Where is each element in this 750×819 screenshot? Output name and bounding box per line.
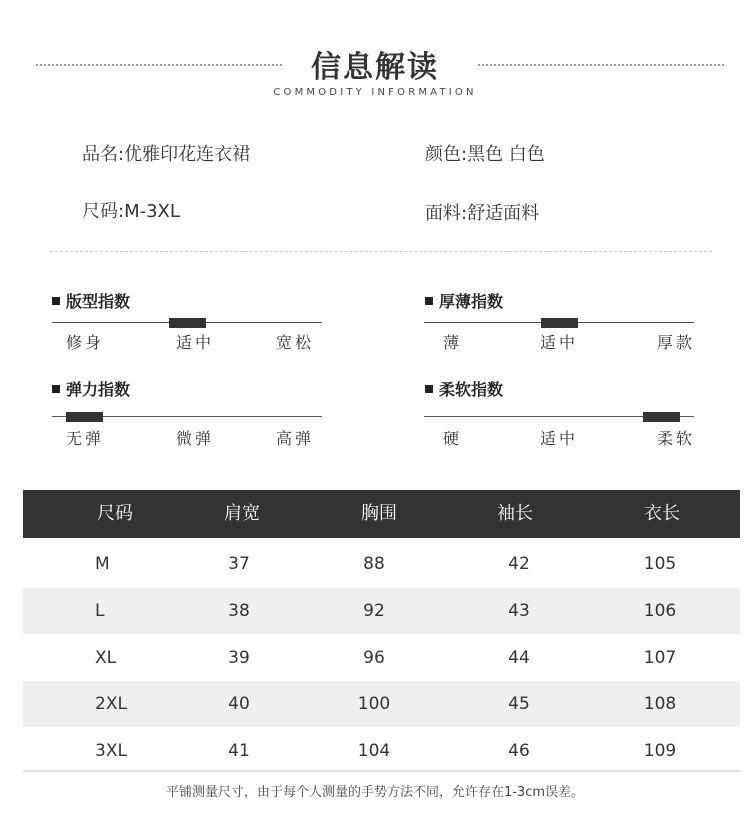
header-size: 尺码: [97, 503, 133, 524]
cell-sleeve: 46: [508, 741, 530, 761]
table-row: [23, 588, 740, 634]
size-table-header: [23, 490, 740, 538]
cell-bust: 92: [363, 601, 385, 621]
header-bust: 胸围: [361, 503, 397, 524]
bullet-square-icon: [52, 385, 60, 393]
table-bottom-divider: [23, 770, 740, 772]
index-fit-label-low: 修身: [66, 333, 105, 352]
cell-sleeve: 44: [508, 648, 530, 668]
index-fit-label-mid: 适中: [176, 333, 215, 352]
cell-length: 107: [643, 648, 677, 668]
index-elasticity-label-high: 高弹: [276, 429, 315, 448]
header-length: 衣长: [644, 503, 680, 524]
table-row: [23, 681, 740, 727]
info-size-label: 尺码:: [82, 201, 125, 222]
index-softness-marker: [643, 412, 680, 422]
cell-size: 2XL: [95, 694, 127, 714]
header-sleeve: 袖长: [497, 503, 533, 524]
cell-bust: 100: [357, 694, 391, 714]
index-fit-title: 版型指数: [52, 289, 130, 312]
cell-size: M: [95, 554, 110, 574]
index-elasticity-label-low: 无弹: [66, 429, 105, 448]
info-size: [82, 197, 180, 223]
cell-size: XL: [95, 648, 117, 668]
table-row: [23, 541, 740, 587]
info-name-label: 品名:: [82, 144, 125, 165]
info-divider: [50, 251, 712, 252]
index-elasticity-marker: [66, 412, 103, 422]
cell-bust: 88: [363, 554, 385, 574]
cell-size: 3XL: [95, 741, 127, 761]
info-color-value: 黑色 白色: [467, 144, 545, 165]
index-elasticity-title: 弹力指数: [52, 377, 130, 400]
index-thickness-label-mid: 适中: [540, 333, 579, 352]
index-softness-label-high: 柔软: [657, 429, 696, 448]
info-fabric-label: 面料:: [425, 203, 468, 224]
cell-shoulder: 41: [228, 741, 250, 761]
index-thickness-label-low: 薄: [443, 333, 463, 352]
cell-shoulder: 38: [228, 601, 250, 621]
cell-sleeve: 42: [508, 554, 530, 574]
cell-length: 108: [643, 694, 677, 714]
page-subtitle: COMMODITY INFORMATION: [273, 87, 477, 98]
info-fabric-value: 舒适面料: [467, 203, 540, 224]
cell-sleeve: 43: [508, 601, 530, 621]
info-color: [425, 140, 545, 166]
index-thickness-label-high: 厚款: [657, 333, 696, 352]
cell-length: 109: [643, 741, 677, 761]
cell-shoulder: 39: [228, 648, 250, 668]
index-fit-label-high: 宽松: [276, 333, 315, 352]
info-name-value: 优雅印花连衣裙: [124, 144, 251, 165]
cell-shoulder: 40: [228, 694, 250, 714]
cell-shoulder: 37: [228, 554, 250, 574]
page-title: 信息解读: [311, 50, 439, 85]
index-thickness-marker: [541, 318, 578, 328]
bullet-square-icon: [425, 297, 433, 305]
table-row: [23, 728, 740, 774]
index-softness-label-low: 硬: [443, 429, 463, 448]
index-softness-label-mid: 适中: [540, 429, 579, 448]
bullet-square-icon: [425, 385, 433, 393]
header-shoulder: 肩宽: [224, 503, 260, 524]
header-divider-right: [478, 64, 724, 66]
info-color-label: 颜色:: [425, 144, 468, 165]
cell-bust: 96: [363, 648, 385, 668]
cell-bust: 104: [357, 741, 391, 761]
measurement-note: 平铺测量尺寸，由于每个人测量的手势方法不同，允许存在1-3cm误差。: [165, 785, 585, 800]
table-row: [23, 635, 740, 681]
bullet-square-icon: [52, 297, 60, 305]
index-thickness-title: 厚薄指数: [425, 289, 503, 312]
info-size-value: M-3XL: [124, 201, 180, 222]
index-softness-title: 柔软指数: [425, 377, 503, 400]
index-fit-marker: [169, 318, 206, 328]
cell-size: L: [95, 601, 105, 621]
index-elasticity-label-mid: 微弹: [176, 429, 215, 448]
cell-length: 105: [643, 554, 677, 574]
info-name: [82, 140, 250, 166]
info-fabric: [425, 199, 539, 225]
cell-sleeve: 45: [508, 694, 530, 714]
cell-length: 106: [643, 601, 677, 621]
